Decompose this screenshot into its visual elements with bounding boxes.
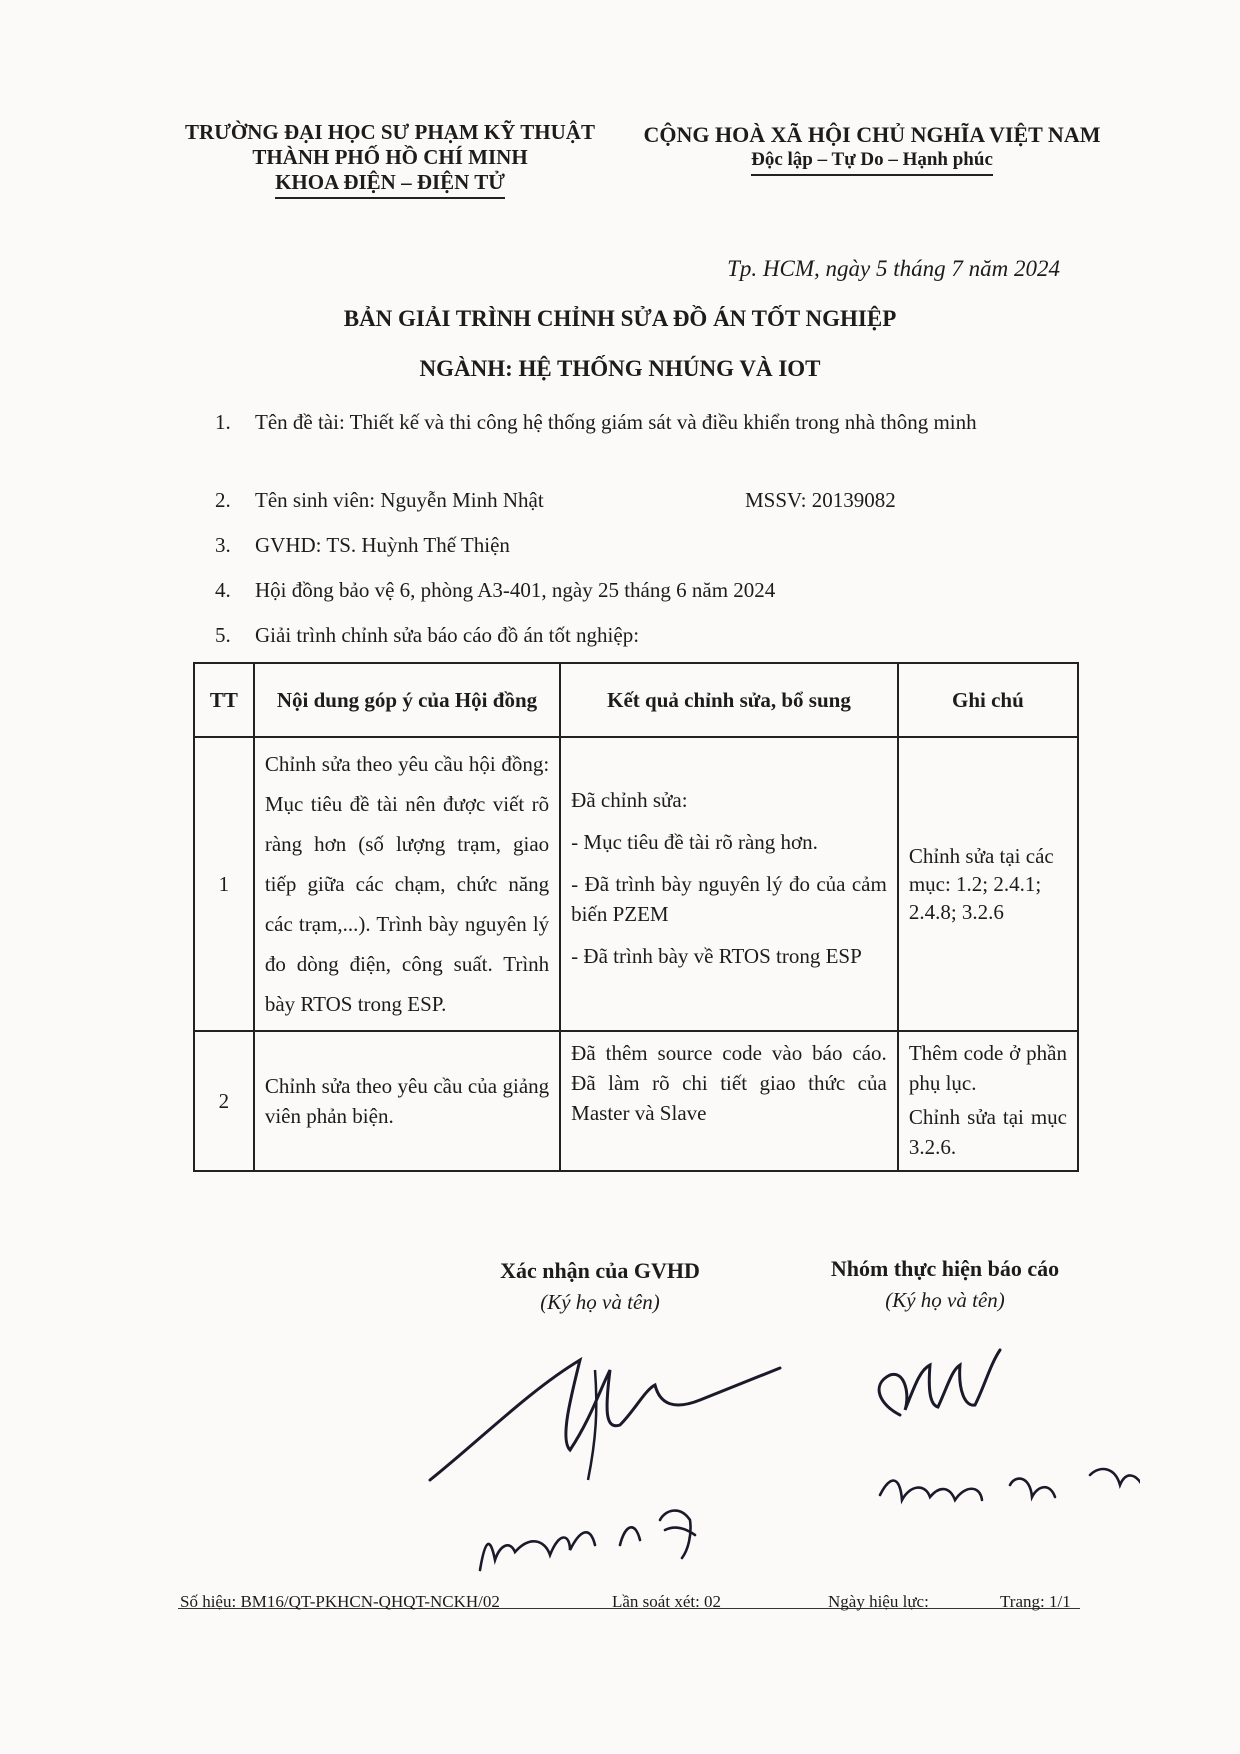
footer-page: Trang: 1/1 <box>1000 1592 1071 1611</box>
student-signature-subtitle: (Ký họ và tên) <box>885 1288 1005 1312</box>
advisor-signature-block <box>450 1258 750 1315</box>
item-number: 5. <box>215 623 231 647</box>
item-number: 4. <box>215 578 231 602</box>
row-note <box>898 1031 1078 1171</box>
row-number: 2 <box>194 1031 254 1171</box>
item-text: GVHD: TS. Huỳnh Thế Thiện <box>255 533 510 557</box>
advisor-signature-icon <box>420 1330 840 1590</box>
table-row <box>194 737 1078 1031</box>
student-id: MSSV: 20139082 <box>745 488 896 512</box>
result-line: Đã chỉnh sửa: <box>571 788 688 812</box>
row-result: Đã thêm source code vào báo cáo. Đã làm rõ chi tiết giao thức của Master và Slave <box>560 1031 898 1171</box>
header-result: Kết quả chỉnh sửa, bổ sung <box>560 663 898 737</box>
item-text: Tên sinh viên: Nguyễn Minh Nhật <box>255 488 544 512</box>
info-item-topic <box>215 407 1075 469</box>
document-subtitle: NGÀNH: HỆ THỐNG NHÚNG VÀ IOT <box>419 356 821 381</box>
document-title: BẢN GIẢI TRÌNH CHỈNH SỬA ĐỒ ÁN TỐT NGHIỆP <box>343 306 897 331</box>
advisor-signature-subtitle: (Ký họ và tên) <box>540 1290 660 1314</box>
faculty-name: KHOA ĐIỆN – ĐIỆN TỬ <box>275 170 505 199</box>
school-header <box>160 120 620 199</box>
item-number: 3. <box>215 533 231 557</box>
student-signature-icon <box>860 1325 1140 1565</box>
national-title: CỘNG HOÀ XÃ HỘI CHỦ NGHĨA VIỆT NAM <box>643 122 1101 147</box>
table-row <box>194 1031 1078 1171</box>
date-line: Tp. HCM, ngày 5 tháng 7 năm 2024 <box>727 256 1060 281</box>
note-line: Thêm code ở phần phụ lục. <box>908 1041 1067 1095</box>
result-line: - Đã trình bày nguyên lý đo của cảm biến PZEM <box>571 872 887 926</box>
item-text: Hội đồng bảo vệ 6, phòng A3-401, ngày 25 tháng 6 năm 2024 <box>255 578 776 602</box>
student-signature-title: Nhóm thực hiện báo cáo <box>830 1256 1060 1281</box>
row-result <box>560 737 898 1031</box>
row-comment: Chỉnh sửa theo yêu cầu hội đồng: Mục tiêu đề tài nên được viết rõ ràng hơn (số lượng trạm, giao tiếp giữa các chạm, chức năng các trạm,...). Trình bày nguyên lý đo dòng điện, công suất. Trình bày RTOS trong ESP. <box>254 737 560 1031</box>
item-number: 2. <box>215 488 231 512</box>
national-header <box>632 122 1112 176</box>
national-motto: Độc lập – Tự Do – Hạnh phúc <box>751 148 993 176</box>
row-note: Chỉnh sửa tại các mục: 1.2; 2.4.1; 2.4.8; 3.2.6 <box>898 737 1078 1031</box>
footer-code: Số hiệu: BM16/QT-PKHCN-QHQT-NCKH/02 <box>180 1592 500 1611</box>
item-text: Giải trình chỉnh sửa báo cáo đồ án tốt nghiệp: <box>255 623 640 647</box>
table-header-row <box>194 663 1078 737</box>
footer-revision: Lần soát xét: 02 <box>612 1592 722 1611</box>
school-name: TRƯỜNG ĐẠI HỌC SƯ PHẠM KỸ THUẬT <box>185 120 595 144</box>
revision-table <box>193 662 1079 1172</box>
school-city: THÀNH PHỐ HỒ CHÍ MINH <box>252 145 528 169</box>
note-line: Chỉnh sửa tại mục 3.2.6. <box>908 1105 1067 1159</box>
item-number: 1. <box>215 410 231 434</box>
item-text: Tên đề tài: Thiết kế và thi công hệ thống giám sát và điều khiển trong nhà thông minh <box>255 410 977 434</box>
result-line: - Đã trình bày về RTOS trong ESP <box>571 944 862 968</box>
row-number: 1 <box>194 737 254 1031</box>
header-note: Ghi chú <box>898 663 1078 737</box>
student-signature-block <box>780 1256 1110 1313</box>
footer-effective-date: Ngày hiệu lực: <box>828 1592 929 1611</box>
result-line: - Mục tiêu đề tài rõ ràng hơn. <box>571 830 818 854</box>
header-comment: Nội dung góp ý của Hội đồng <box>254 663 560 737</box>
row-comment: Chỉnh sửa theo yêu cầu của giảng viên phản biện. <box>254 1031 560 1171</box>
advisor-signature-title: Xác nhận của GVHD <box>500 1258 700 1283</box>
header-tt: TT <box>194 663 254 737</box>
